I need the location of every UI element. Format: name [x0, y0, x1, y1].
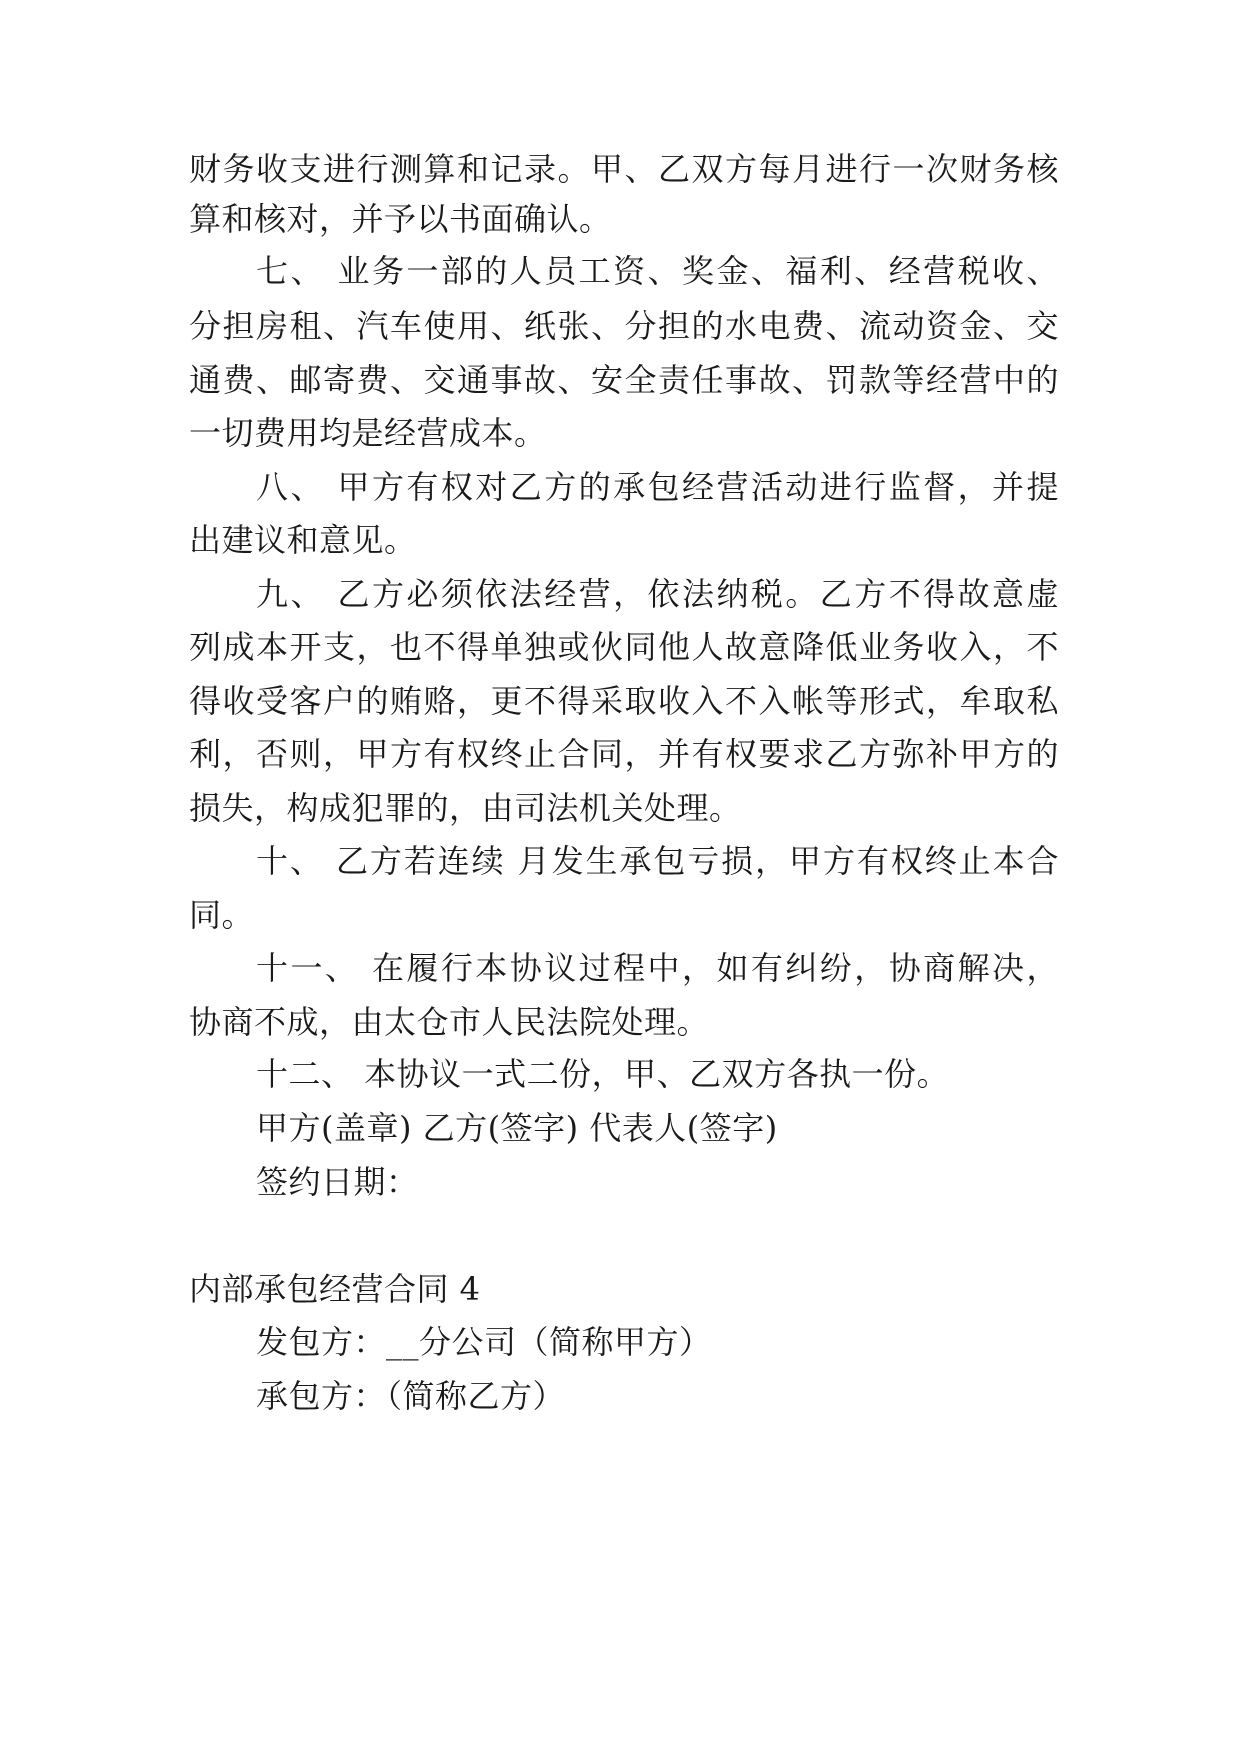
text-line: 得收受客户的贿赂，更不得采取收入不入帐等形式，牟取私 — [189, 682, 1059, 720]
text-line: 损失，构成犯罪的，由司法机关处理。 — [189, 789, 742, 827]
contractor-line: 发包方：__分公司（简称甲方） — [256, 1323, 712, 1361]
text-line: 出建议和意见。 — [189, 521, 417, 559]
contractee-line: 承包方：（简称乙方） — [256, 1377, 566, 1415]
clause-9-heading: 九、 乙方必须依法经营，依法纳税。乙方不得故意虚 — [256, 575, 1059, 613]
clause-8-heading: 八、 甲方有权对乙方的承包经营活动进行监督，并提 — [256, 468, 1059, 506]
text-line: 算和核对，并予以书面确认。 — [189, 200, 612, 238]
contract-title: 内部承包经营合同 4 — [189, 1270, 481, 1308]
signing-date-line: 签约日期： — [256, 1163, 419, 1201]
text-line: 同。 — [189, 896, 255, 934]
text-line: 协商不成，由太仓市人民法院处理。 — [189, 1003, 710, 1041]
text-line: 分担房租、汽车使用、纸张、分担的水电费、流动资金、交 — [189, 307, 1059, 345]
text-line: 列成本开支，也不得单独或伙同他人故意降低业务收入，不 — [189, 628, 1059, 666]
clause-11-heading: 十一、 在履行本协议过程中，如有纠纷，协商解决， — [256, 949, 1059, 987]
text-line: 财务收支进行测算和记录。甲、乙双方每月进行一次财务核 — [189, 150, 1059, 188]
signature-line: 甲方(盖章) 乙方(签字) 代表人(签字) — [256, 1109, 778, 1147]
clause-7-heading: 七、 业务一部的人员工资、奖金、福利、经营税收、 — [256, 252, 1059, 290]
text-line: 利，否则，甲方有权终止合同，并有权要求乙方弥补甲方的 — [189, 735, 1059, 773]
text-line: 通费、邮寄费、交通事故、安全责任事故、罚款等经营中的 — [189, 361, 1059, 399]
text-line: 一切费用均是经营成本。 — [189, 414, 547, 452]
clause-10-heading: 十、 乙方若连续 月发生承包亏损，甲方有权终止本合 — [256, 842, 1059, 880]
clause-12-heading: 十二、 本协议一式二份，甲、乙双方各执一份。 — [256, 1055, 950, 1093]
